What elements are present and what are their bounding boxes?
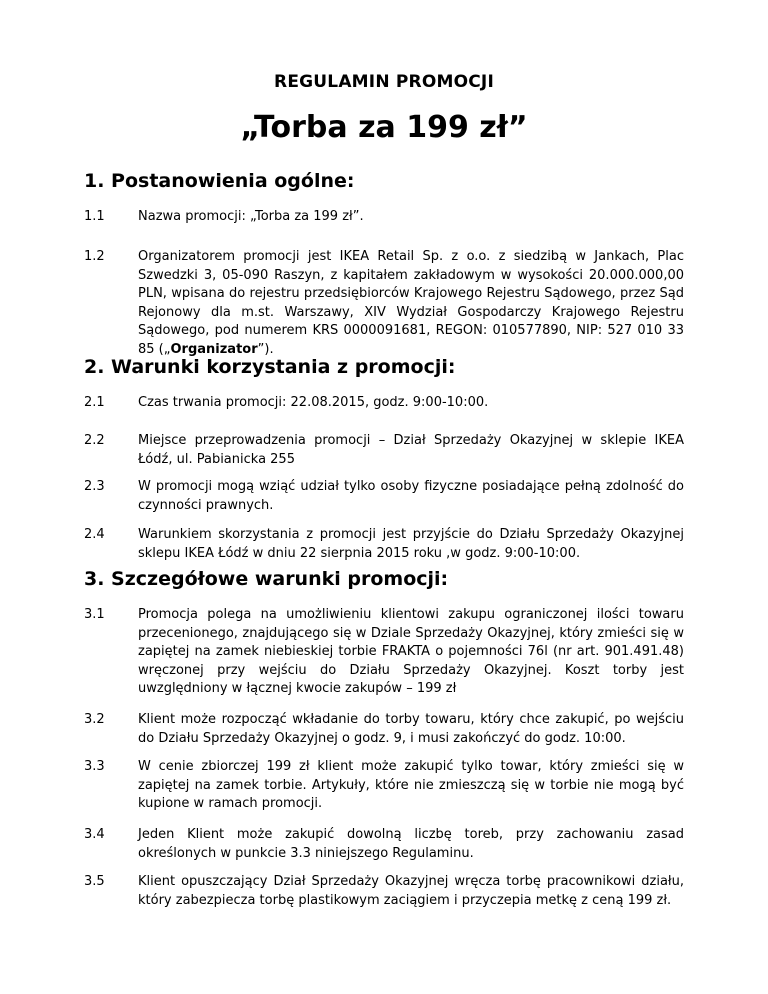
list-item [84,248,684,359]
list-item [84,526,684,563]
section-heading: 3. Szczegółowe warunki promocji: [84,568,449,590]
item-text: Miejsce przeprowadzenia promocji – Dział Sprzedaży Okazyjnej w sklepie IKEA Łódź, ul. Pabianicka 255 [138,433,684,467]
item-number: 1.1 [84,209,105,224]
list-item [84,826,684,863]
list-item [84,432,684,469]
document-subtitle: „Torba za 199 zł” [240,110,528,145]
item-number: 3.1 [84,607,105,622]
item-number: 2.4 [84,527,105,542]
item-text: Klient opuszczający Dział Sprzedaży Okazyjnej wręcza torbę pracownikowi działu, który zabezpiecza torbę plastikowym zaciągiem i przyczepia metkę z ceną 199 zł. [138,874,684,908]
organizer-term: Organizator [170,341,258,357]
section-heading: 2. Warunki korzystania z promocji: [84,356,456,378]
item-text-part: ”). [257,341,274,357]
item-text: Nazwa promocji: „Torba za 199 zł”. [138,209,364,224]
item-number: 1.2 [84,249,105,264]
document-title: REGULAMIN PROMOCJI [274,72,494,92]
list-item [84,711,684,748]
item-text [138,248,684,359]
item-number: 3.3 [84,759,105,774]
item-text: Klient może rozpocząć wkładanie do torby towaru, który chce zakupić, po wejściu do Działu Sprzedaży Okazyjnej o godz. 9, i musi zakończyć do godz. 10:00. [138,712,684,746]
item-text: Jeden Klient może zakupić dowolną liczbę toreb, przy zachowaniu zasad określonych w punkcie 3.3 niniejszego Regulaminu. [138,827,684,861]
list-item [84,208,684,227]
item-number: 2.3 [84,479,105,494]
item-text: Promocja polega na umożliwieniu klientowi zakupu ograniczonej ilości towaru przecenionego, znajdującego się w Dziale Sprzedaży Okazyjnej, który zmieści się w zapiętej na zamek niebieskiej torbie FRAKTA o pojemności 76l (nr art. 901.491.48) wręczonej przy wejściu do Działu Sprzedaży Okazyjnej. Koszt torby jest uwzględniony w łącznej kwocie zakupów – 199 zł [138,607,684,696]
item-number: 2.2 [84,433,105,448]
item-number: 3.4 [84,827,105,842]
item-text: W promocji mogą wziąć udział tylko osoby fizyczne posiadające pełną zdolność do czynności prawnych. [138,479,684,513]
item-text: Czas trwania promocji: 22.08.2015, godz. 9:00-10:00. [138,395,489,410]
list-item [84,394,684,413]
item-number: 3.5 [84,874,105,889]
item-text: W cenie zbiorczej 199 zł klient może zakupić tylko towar, który zmieści się w zapiętej na zamek torbie. Artykuły, które nie zmieszczą się w torbie nie mogą być kupione w ramach promocji. [138,759,684,811]
item-number: 3.2 [84,712,105,727]
section-heading: 1. Postanowienia ogólne: [84,170,355,192]
list-item [84,758,684,814]
item-text: Warunkiem skorzystania z promocji jest przyjście do Działu Sprzedaży Okazyjnej sklepu IKEA Łódź w dniu 22 sierpnia 2015 roku ,w godz. 9:00-10:00. [138,527,684,561]
list-item [84,606,684,699]
item-text-part: Organizatorem promocji jest IKEA Retail Sp. z o.o. z siedzibą w Jankach, Plac Szwedzki 3, 05-090 Raszyn, z kapitałem zakładowym w wysokości 20.000.000,00 PLN, wpisana do rejestru przedsiębiorców Krajowego Rejestru Sądowego, przez Sąd Rejonowy dla m.st. Warszawy, XIV Wydział Gospodarczy Krajowego Rejestru Sądowego, pod numerem KRS 0000091681, REGON: 010577890, NIP: 527 010 33 85 („ [138,249,684,357]
item-number: 2.1 [84,395,105,410]
list-item [84,478,684,515]
list-item [84,873,684,910]
